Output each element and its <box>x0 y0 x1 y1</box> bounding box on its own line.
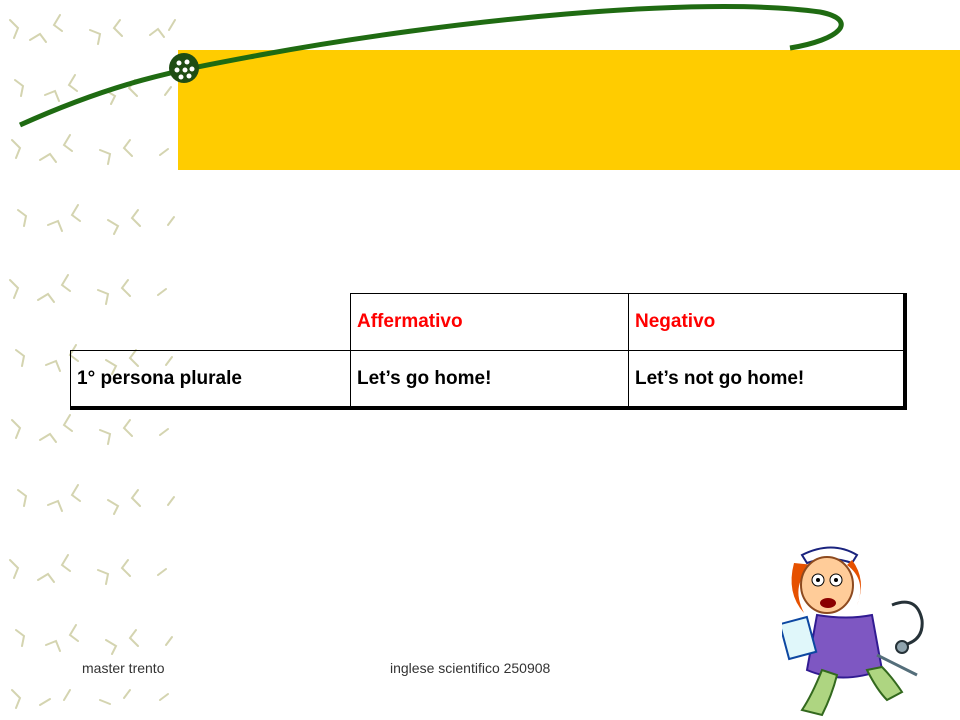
decorative-arc <box>0 0 960 200</box>
nurse-clipart-icon <box>782 535 942 720</box>
table-cell <box>71 294 351 351</box>
footer-center-text: inglese scientifico 250908 <box>390 660 551 676</box>
grammar-table <box>70 293 907 410</box>
table-row <box>71 351 906 409</box>
table-cell: Let’s not go home! <box>629 351 906 409</box>
footer-left-text: master trento <box>82 660 165 676</box>
column-header-affermativo: Affermativo <box>351 294 629 351</box>
table-cell: Let’s go home! <box>351 351 629 409</box>
column-header-negativo: Negativo <box>629 294 906 351</box>
green-dot-icon <box>169 53 199 83</box>
row-header: 1° persona plurale <box>71 351 351 409</box>
table-row <box>71 294 906 351</box>
